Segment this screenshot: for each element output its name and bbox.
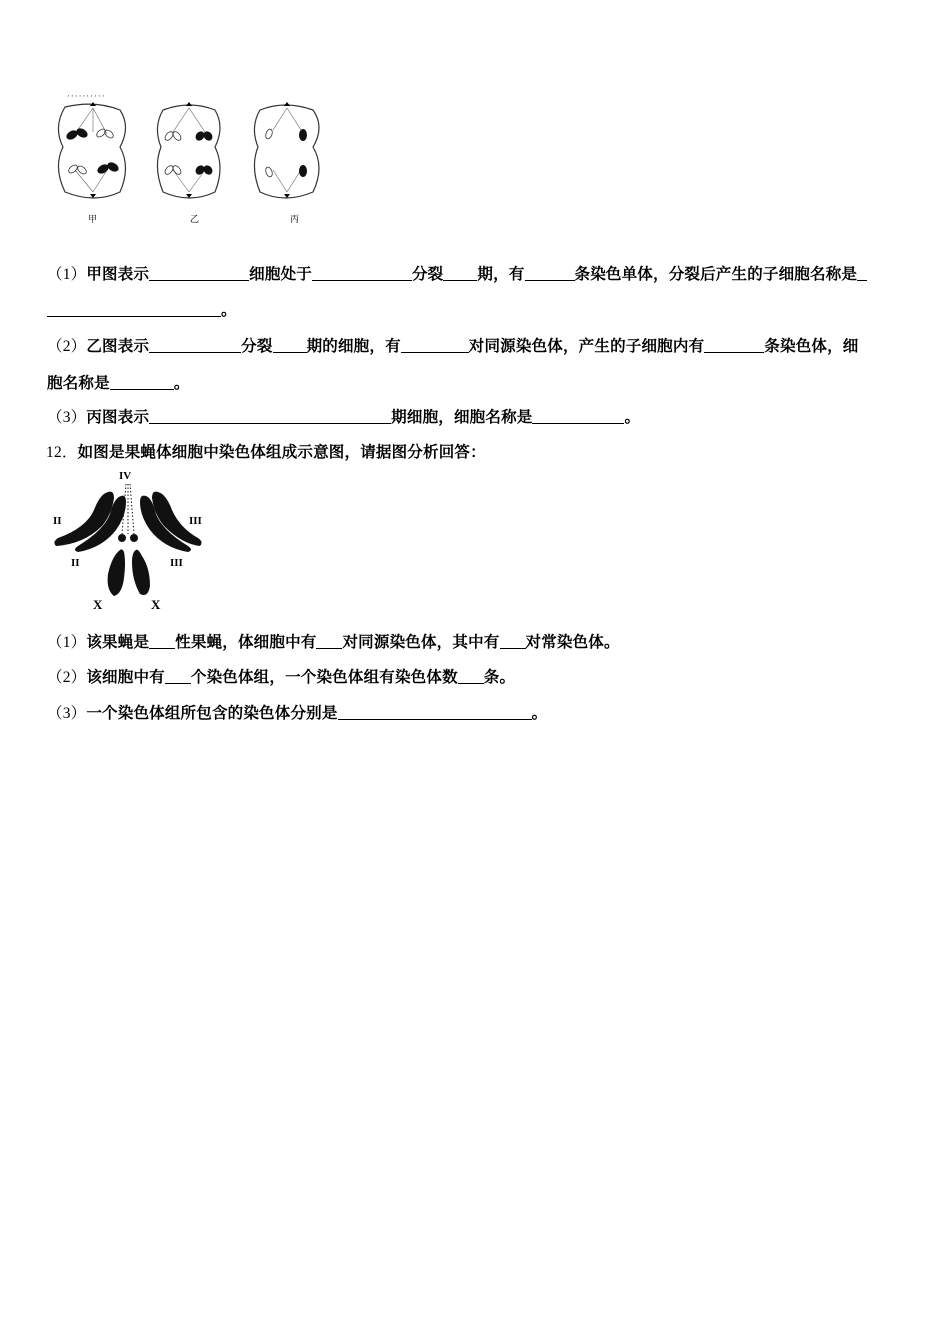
answer-blank[interactable] (273, 338, 307, 353)
answer-blank[interactable] (312, 266, 412, 281)
cell-yi-outline (157, 105, 220, 198)
answer-blank[interactable] (149, 634, 175, 649)
label-x-right: X (151, 597, 161, 612)
q12-p3-line: （3）一个染色体组所包含的染色体分别是 。 (47, 703, 548, 722)
figure-top-dots: ·········· (67, 92, 106, 102)
q11-p3-line: （3）丙图表示 期细胞，细胞名称是 。 (47, 407, 641, 426)
answer-blank[interactable] (47, 302, 221, 317)
cell-division-figure (45, 92, 335, 227)
label-iii-bottom: III (170, 557, 183, 569)
cell-jia-outline (58, 104, 125, 198)
q12-p1-line: （1）该果蝇是 性果蝇，体细胞中有 对同源染色体，其中有 对常染色体。 (47, 632, 620, 651)
fruitfly-chromosome-figure (48, 470, 208, 615)
q11-p1-line2: 。 (47, 298, 237, 320)
answer-blank[interactable] (458, 669, 484, 684)
answer-blank[interactable] (443, 266, 477, 281)
label-ii-left: II (53, 515, 62, 527)
label-x-left: X (93, 597, 103, 612)
chromosome-drawing (48, 470, 208, 615)
answer-blank[interactable] (500, 634, 526, 649)
answer-blank[interactable] (110, 375, 174, 390)
label-iii-right: III (189, 515, 202, 527)
cell-drawings (45, 92, 335, 227)
label-iv: IV (119, 470, 132, 482)
caption-yi: 乙 (190, 215, 200, 225)
q12-stem: 12．如图是果蝇体细胞中染色体组成示意图，请据图分析回答： (46, 442, 486, 461)
q11-p1-line1: （1）甲图表示 细胞处于 分裂 期，有 条染色单体，分裂后产生的子细胞名称是 (47, 262, 867, 284)
answer-blank[interactable] (149, 338, 241, 353)
q11-p2-line2: 胞名称是 。 (47, 373, 190, 392)
caption-bing: 丙 (290, 215, 300, 225)
caption-jia: 甲 (88, 215, 98, 225)
q12-p2-line: （2）该细胞中有 个染色体组，一个染色体组有染色体数 条。 (47, 667, 516, 686)
answer-blank[interactable] (704, 338, 764, 353)
answer-blank[interactable] (525, 266, 575, 281)
answer-blank[interactable] (532, 409, 624, 424)
answer-blank[interactable] (165, 669, 191, 684)
q11-p2-line1: （2）乙图表示 分裂 期的细胞，有 对同源染色体，产生的子细胞内有 条染色体，细 (47, 336, 859, 355)
answer-blank[interactable] (149, 266, 249, 281)
answer-blank[interactable] (401, 338, 469, 353)
answer-blank[interactable] (338, 705, 532, 720)
answer-blank[interactable] (316, 634, 342, 649)
answer-blank[interactable] (857, 266, 867, 281)
answer-blank[interactable] (149, 409, 391, 424)
label-ii-bottom: II (71, 557, 80, 569)
cell-bing-outline (254, 105, 319, 198)
